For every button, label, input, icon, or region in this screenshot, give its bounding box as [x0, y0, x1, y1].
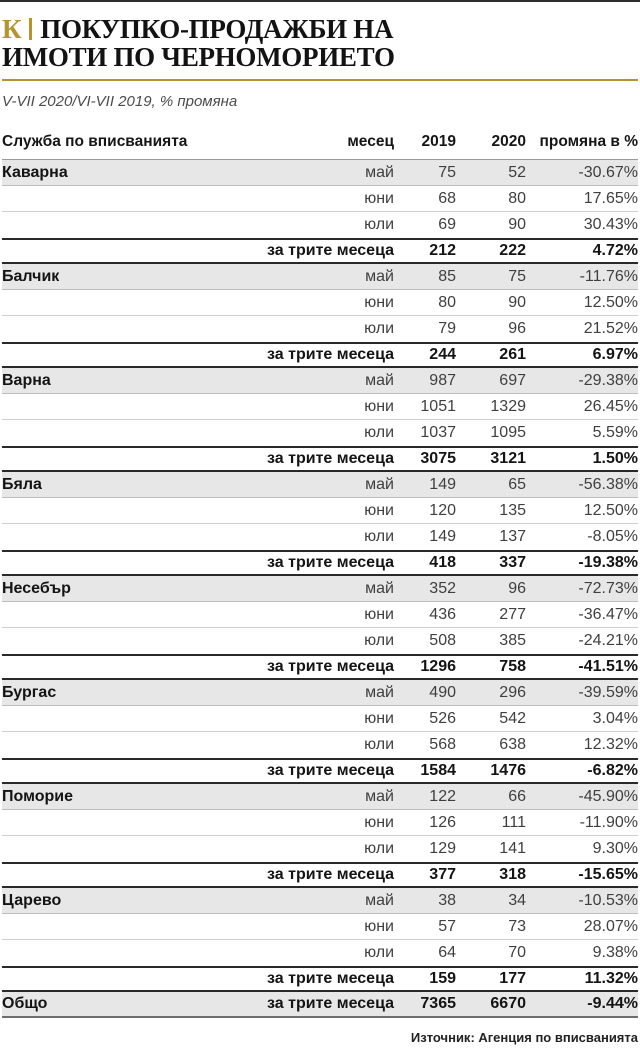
group-total-row	[2, 446, 638, 472]
table-header	[2, 124, 638, 160]
cell-2019: 1584	[420, 762, 456, 779]
cell-2019: 3075	[420, 450, 456, 467]
cell-month: юли	[364, 736, 394, 753]
cell-2019: 1051	[420, 397, 456, 415]
table-row	[2, 784, 638, 810]
cell-2019: 38	[438, 891, 456, 909]
cell-change: -11.90%	[579, 813, 638, 831]
gold-rule	[2, 79, 638, 81]
cell-2019: 69	[438, 216, 456, 233]
cell-change: -29.38%	[578, 371, 638, 389]
table-row	[2, 316, 638, 342]
cell-2020: 141	[499, 840, 526, 857]
cell-month: май	[365, 475, 394, 493]
cell-change: 6.97%	[592, 346, 638, 363]
table-body	[2, 160, 638, 1018]
cell-month: май	[365, 683, 394, 701]
cell-2020: 1476	[490, 762, 526, 779]
cell-month: юли	[364, 320, 394, 337]
table-row	[2, 680, 638, 706]
table-row	[2, 524, 638, 550]
cell-month: за трите месеца	[267, 866, 394, 883]
cell-month: юли	[364, 632, 394, 649]
cell-2020: 34	[508, 891, 526, 909]
table-row	[2, 732, 638, 758]
cell-city: Каварна	[2, 163, 68, 181]
cell-change: -10.53%	[578, 891, 638, 909]
cell-2020: 277	[499, 605, 526, 623]
cell-2020: 1095	[490, 424, 526, 441]
cell-month: юни	[364, 189, 394, 207]
cell-city: Варна	[2, 371, 51, 389]
cell-2019: 1296	[420, 658, 456, 675]
cell-change: 12.50%	[583, 293, 638, 311]
capital-logo-k: К	[2, 14, 22, 44]
cell-2020: 70	[508, 944, 526, 961]
table-row	[2, 264, 638, 290]
cell-change: -41.51%	[578, 658, 638, 675]
logo-divider-bar-icon	[29, 18, 32, 40]
cell-month: за трите месеца	[267, 346, 394, 363]
cell-month: май	[365, 163, 394, 181]
cell-2020: 65	[508, 475, 526, 493]
cell-city: Общо	[2, 995, 48, 1012]
cell-2019: 159	[429, 970, 456, 987]
page-title-line2: ИМОТИ ПО ЧЕРНОМОРИЕТО	[2, 42, 395, 72]
group-total-row	[2, 550, 638, 576]
cell-2019: 508	[429, 632, 456, 649]
cell-2020: 75	[508, 267, 526, 285]
cell-month: юли	[364, 528, 394, 545]
cell-2020: 337	[499, 554, 526, 571]
cell-month: за трите месеца	[267, 970, 394, 987]
cell-month: юни	[364, 397, 394, 415]
cell-2019: 120	[429, 501, 456, 519]
cell-month: май	[365, 891, 394, 909]
cell-change: 30.43%	[583, 216, 638, 233]
cell-2019: 57	[438, 917, 456, 935]
cell-2020: 296	[499, 683, 526, 701]
col-header-change: промяна в %	[539, 133, 638, 150]
cell-change: 4.72%	[592, 242, 638, 259]
table-row	[2, 498, 638, 524]
col-header-month: месец	[347, 133, 394, 150]
cell-month: за трите месеца	[267, 450, 394, 467]
cell-change: 28.07%	[583, 917, 638, 935]
cell-2019: 377	[429, 866, 456, 883]
cell-2020: 80	[508, 189, 526, 207]
cell-change: 3.04%	[592, 709, 638, 727]
cell-change: -6.82%	[587, 762, 638, 779]
table-row	[2, 940, 638, 966]
cell-change: 26.45%	[583, 397, 638, 415]
cell-2020: 542	[499, 709, 526, 727]
cell-2020: 318	[499, 866, 526, 883]
cell-2019: 987	[429, 371, 456, 389]
subtitle: V-VII 2020/VI-VII 2019, % промяна	[2, 93, 238, 110]
cell-2019: 126	[429, 813, 456, 831]
cell-change: 9.38%	[592, 944, 638, 961]
group-total-row	[2, 862, 638, 888]
cell-change: -56.38%	[578, 475, 638, 493]
cell-month: юли	[364, 840, 394, 857]
cell-2019: 1037	[420, 424, 456, 441]
cell-city: Балчик	[2, 267, 60, 285]
cell-month: за трите месеца	[267, 762, 394, 779]
cell-city: Царево	[2, 891, 62, 909]
cell-city: Поморие	[2, 787, 73, 805]
cell-2020: 111	[501, 813, 526, 831]
cell-2019: 568	[429, 736, 456, 753]
cell-change: 21.52%	[583, 320, 638, 337]
cell-2019: 122	[429, 787, 456, 805]
group-total-row	[2, 654, 638, 680]
cell-change: 12.50%	[583, 501, 638, 519]
cell-2020: 137	[499, 528, 526, 545]
table-row	[2, 810, 638, 836]
grand-total-row	[2, 992, 638, 1018]
cell-2020: 6670	[490, 995, 526, 1012]
cell-month: юни	[364, 501, 394, 519]
cell-change: 1.50%	[592, 450, 638, 467]
cell-city: Несебър	[2, 579, 71, 597]
page-title-line1: ПОКУПКО-ПРОДАЖБИ НА	[40, 14, 394, 44]
cell-2019: 149	[429, 475, 456, 493]
cell-change: 5.59%	[592, 424, 638, 441]
cell-2020: 96	[508, 320, 526, 337]
table-row	[2, 628, 638, 654]
cell-month: май	[365, 579, 394, 597]
cell-month: юни	[364, 605, 394, 623]
cell-change: -45.90%	[578, 787, 638, 805]
table-row	[2, 186, 638, 212]
cell-change: 11.32%	[584, 970, 638, 987]
cell-month: за трите месеца	[267, 242, 394, 259]
table-row	[2, 706, 638, 732]
cell-2020: 90	[508, 293, 526, 311]
cell-change: -9.44%	[587, 995, 638, 1012]
cell-2020: 261	[499, 346, 526, 363]
cell-2019: 64	[438, 944, 456, 961]
cell-2019: 244	[429, 346, 456, 363]
cell-change: -39.59%	[578, 683, 638, 701]
cell-2020: 385	[499, 632, 526, 649]
cell-month: юни	[364, 293, 394, 311]
cell-2019: 436	[429, 605, 456, 623]
group-total-row	[2, 238, 638, 264]
cell-month: юли	[364, 944, 394, 961]
cell-change: -36.47%	[578, 605, 638, 623]
cell-month: за трите месеца	[267, 554, 394, 571]
cell-change: 12.32%	[583, 736, 638, 753]
cell-month: май	[365, 787, 394, 805]
cell-city: Бяла	[2, 475, 42, 493]
table-row	[2, 602, 638, 628]
cell-change: -24.21%	[578, 632, 638, 649]
col-header-2019: 2019	[421, 133, 456, 150]
cell-month: май	[365, 371, 394, 389]
cell-change: -72.73%	[578, 579, 638, 597]
cell-city: Бургас	[2, 683, 57, 701]
cell-2019: 149	[429, 528, 456, 545]
group-total-row	[2, 966, 638, 992]
table-row	[2, 212, 638, 238]
cell-month: юни	[364, 709, 394, 727]
cell-2020: 3121	[490, 450, 526, 467]
cell-2020: 1329	[490, 397, 526, 415]
cell-change: -30.67%	[578, 163, 638, 181]
cell-2020: 758	[499, 658, 526, 675]
table-row	[2, 394, 638, 420]
cell-2020: 66	[508, 787, 526, 805]
cell-2020: 697	[499, 371, 526, 389]
cell-2019: 352	[429, 579, 456, 597]
cell-change: 17.65%	[583, 189, 638, 207]
cell-change: -15.65%	[578, 866, 638, 883]
cell-2020: 638	[499, 736, 526, 753]
cell-month: юни	[364, 917, 394, 935]
col-header-city: Служба по вписванията	[2, 133, 188, 150]
table-row	[2, 472, 638, 498]
cell-month: юни	[364, 813, 394, 831]
cell-2019: 526	[429, 709, 456, 727]
cell-month: май	[365, 267, 394, 285]
cell-change: -8.05%	[587, 528, 638, 545]
cell-2019: 85	[438, 267, 456, 285]
cell-2019: 80	[438, 293, 456, 311]
cell-change: 9.30%	[592, 840, 638, 857]
cell-month: юли	[364, 216, 394, 233]
cell-month: юли	[364, 424, 394, 441]
cell-2020: 90	[508, 216, 526, 233]
page-title	[2, 15, 638, 71]
cell-2019: 7365	[420, 995, 456, 1012]
table-row	[2, 888, 638, 914]
cell-month: за трите месеца	[267, 658, 394, 675]
group-total-row	[2, 758, 638, 784]
cell-2019: 75	[438, 163, 456, 181]
table-row	[2, 160, 638, 186]
group-total-row	[2, 342, 638, 368]
cell-2019: 68	[438, 189, 456, 207]
table-row	[2, 420, 638, 446]
table-row	[2, 576, 638, 602]
cell-month: за трите месеца	[267, 995, 394, 1012]
cell-2020: 222	[499, 242, 526, 259]
cell-2020: 177	[499, 970, 526, 987]
col-header-2020: 2020	[491, 133, 526, 150]
cell-2019: 212	[429, 242, 456, 259]
cell-2019: 129	[429, 840, 456, 857]
cell-2019: 79	[438, 320, 456, 337]
table-row	[2, 836, 638, 862]
cell-2019: 418	[429, 554, 456, 571]
cell-2020: 52	[508, 163, 526, 181]
cell-2020: 96	[508, 579, 526, 597]
table-row	[2, 914, 638, 940]
table-row	[2, 290, 638, 316]
cell-2019: 490	[429, 683, 456, 701]
source-note: Източник: Агенция по вписванията	[410, 1030, 638, 1045]
cell-change: -19.38%	[578, 554, 638, 571]
cell-change: -11.76%	[579, 267, 638, 285]
cell-2020: 73	[508, 917, 526, 935]
masthead	[2, 2, 638, 71]
cell-2020: 135	[499, 501, 526, 519]
table-row	[2, 368, 638, 394]
